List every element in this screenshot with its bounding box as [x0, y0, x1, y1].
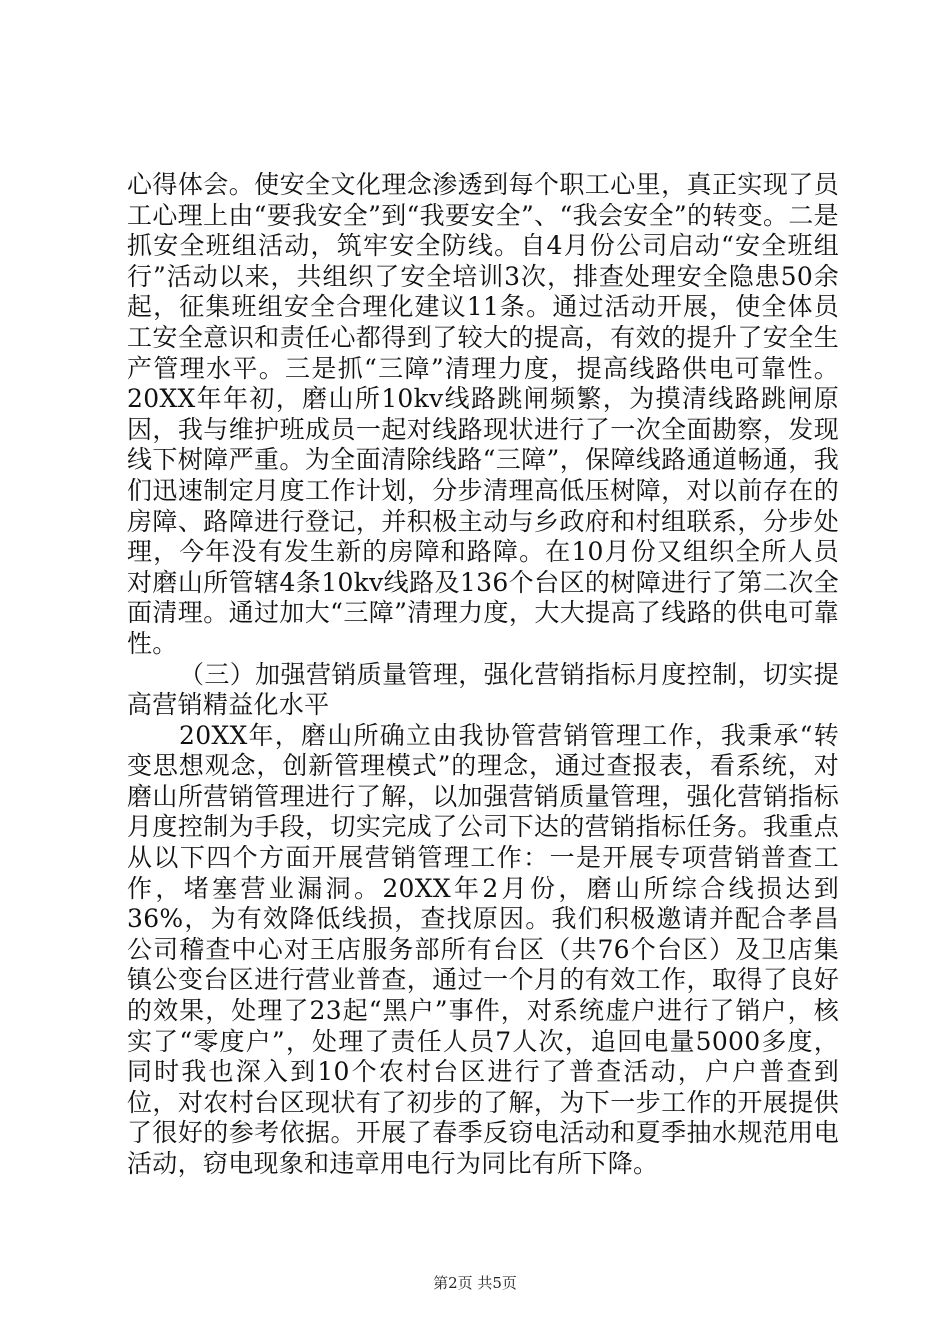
document-body [127, 170, 839, 1180]
paragraph-marketing-work: 20XX年，磨山所确立由我协管营销管理工作，我秉承“转变思想观念，创新管理模式”的理念，通过查报表，看系统，对磨山所营销管理进行了解，以加强营销质量管理，强化营销指标月度控制为手段，切实完成了公司下达的营销指标任务。我重点从以下四个方面开展营销管理工作：一是开展专项营销普查工作，堵塞营业漏洞。20XX年2月份，磨山所综合线损达到36%，为有效降低线损，查找原因。我们积极邀请并配合孝昌公司稽查中心对王店服务部所有台区（共76个台区）及卫店集镇公变台区进行营业普查，通过一个月的有效工作，取得了良好的效果，处理了23起“黑户”事件，对系统虚户进行了销户，核实了“零度户”，处理了责任人员7人次，追回电量5000多度，同时我也深入到10个农村台区进行了普查活动，户户普查到位，对农村台区现状有了初步的了解，为下一步工作的开展提供了很好的参考依据。开展了春季反窃电活动和夏季抽水规范用电活动，窃电现象和违章用电行为同比有所下降。 [127, 720, 839, 1178]
page-footer: 第2页 共5页 [433, 1274, 517, 1292]
paragraph-safety-work: 心得体会。使安全文化理念渗透到每个职工心里，真正实现了员工心理上由“要我安全”到“我要安全”、“我会安全”的转变。二是抓安全班组活动，筑牢安全防线。自4月份公司启动“安全班组行”活动以来，共组织了安全培训3次，排查处理安全隐患50余起，征集班组安全合理化建议11条。通过活动开展，使全体员工安全意识和责任心都得到了较大的提高，有效的提升了安全生产管理水平。三是抓“三障”清理力度，提高线路供电可靠性。20XX年年初，磨山所10kv线路跳闸频繁，为摸清线路跳闸原因，我与维护班成员一起对线路现状进行了一次全面勘察，发现线下树障严重。为全面清除线路“三障”，保障线路通道畅通，我们迅速制定月度工作计划，分步清理高低压树障，对以前存在的房障、路障进行登记，并积极主动与乡政府和村组联系，分步处理，今年没有发生新的房障和路障。在10月份又组织全所人员对磨山所管辖4条10kv线路及136个台区的树障进行了第二次全面清理。通过加大“三障”清理力度，大大提高了线路的供电可靠性。 [127, 170, 839, 658]
section-heading-marketing: （三）加强营销质量管理，强化营销指标月度控制，切实提高营销精益化水平 [127, 659, 839, 720]
